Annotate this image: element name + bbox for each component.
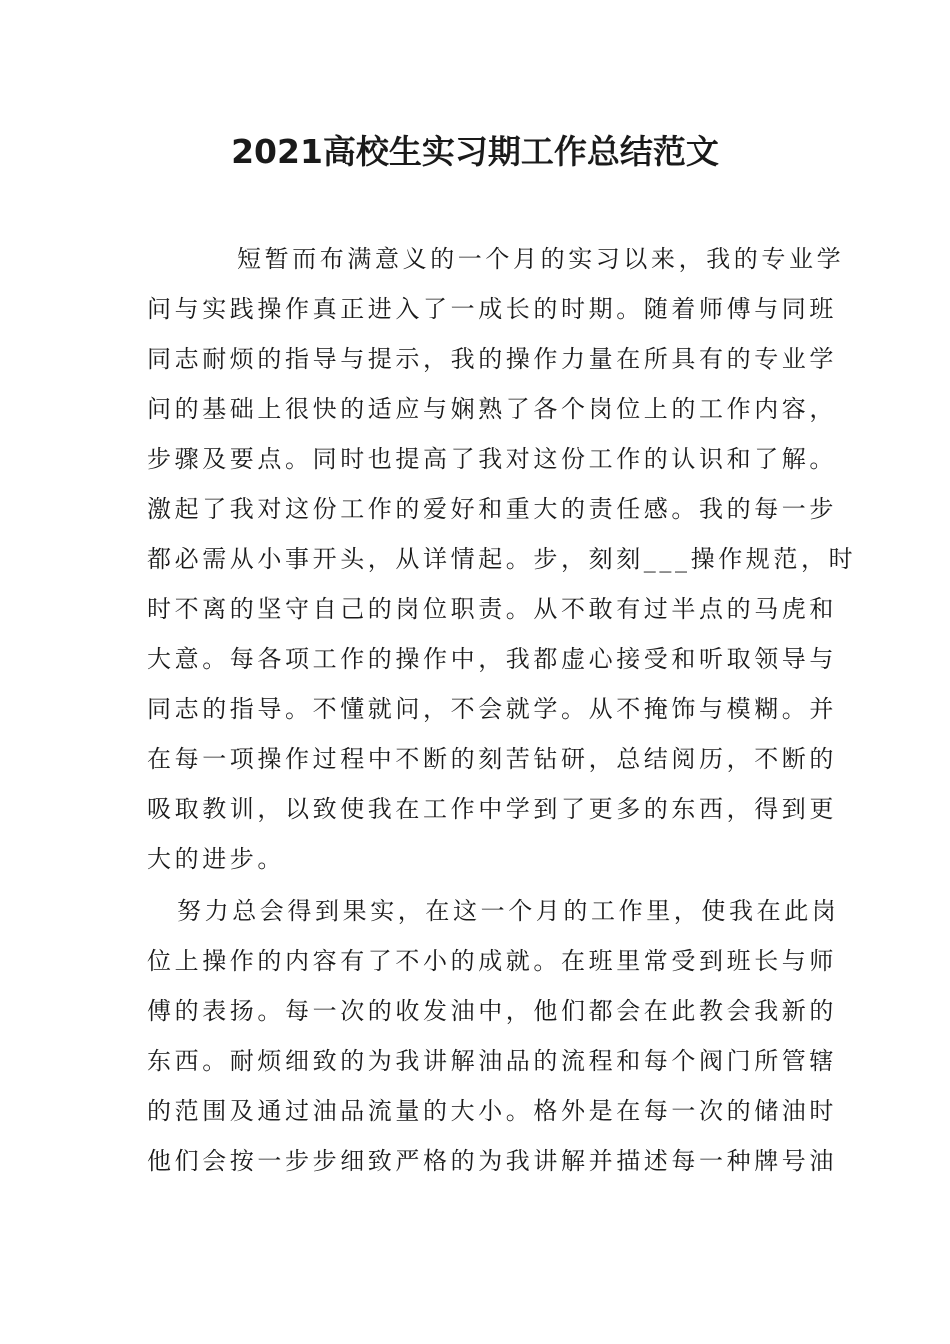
document-title: 2021高校生实习期工作总结范文	[231, 132, 719, 171]
paragraph-line: 步骤及要点。同时也提高了我对这份工作的认识和了解。	[147, 445, 837, 473]
paragraph-line: 他们会按一步步细致严格的为我讲解并描述每一种牌号油	[147, 1147, 837, 1175]
paragraph-line: 傅的表扬。每一次的收发油中，他们都会在此教会我新的	[147, 997, 837, 1025]
paragraph-line: 在每一项操作过程中不断的刻苦钻研，总结阅历，不断的	[147, 745, 837, 773]
paragraph-line: 同志的指导。不懂就问，不会就学。从不掩饰与模糊。并	[147, 695, 837, 723]
paragraph-2	[147, 886, 840, 1186]
paragraph-line: 吸取教训，以致使我在工作中学到了更多的东西，得到更	[147, 795, 837, 823]
paragraph-line: 努力总会得到果实，在这一个月的工作里，使我在此岗	[177, 897, 840, 925]
paragraph-line: 大的进步。	[147, 845, 285, 873]
paragraph-line: 时不离的坚守自己的岗位职责。从不敢有过半点的马虎和	[147, 595, 837, 623]
paragraph-line: 位上操作的内容有了不小的成就。在班里常受到班长与师	[147, 947, 837, 975]
paragraph-1	[147, 234, 857, 884]
paragraph-line: 东西。耐烦细致的为我讲解油品的流程和每个阀门所管辖	[147, 1047, 837, 1075]
paragraph-line: 问与实践操作真正进入了一成长的时期。随着师傅与同班	[147, 295, 837, 323]
paragraph-line: 激起了我对这份工作的爱好和重大的责任感。我的每一步	[147, 495, 837, 523]
paragraph-line: 问的基础上很快的适应与娴熟了各个岗位上的工作内容，	[147, 395, 837, 423]
document-body	[147, 234, 857, 1186]
paragraph-line: 都必需从小事开头，从详情起。步，刻刻___操作规范，时	[147, 545, 857, 573]
paragraph-line: 短暂而布满意义的一个月的实习以来，我的专业学	[237, 245, 845, 273]
paragraph-line: 同志耐烦的指导与提示，我的操作力量在所具有的专业学	[147, 345, 837, 373]
paragraph-line: 大意。每各项工作的操作中，我都虚心接受和听取领导与	[147, 645, 837, 673]
paragraph-line: 的范围及通过油品流量的大小。格外是在每一次的储油时	[147, 1097, 837, 1125]
